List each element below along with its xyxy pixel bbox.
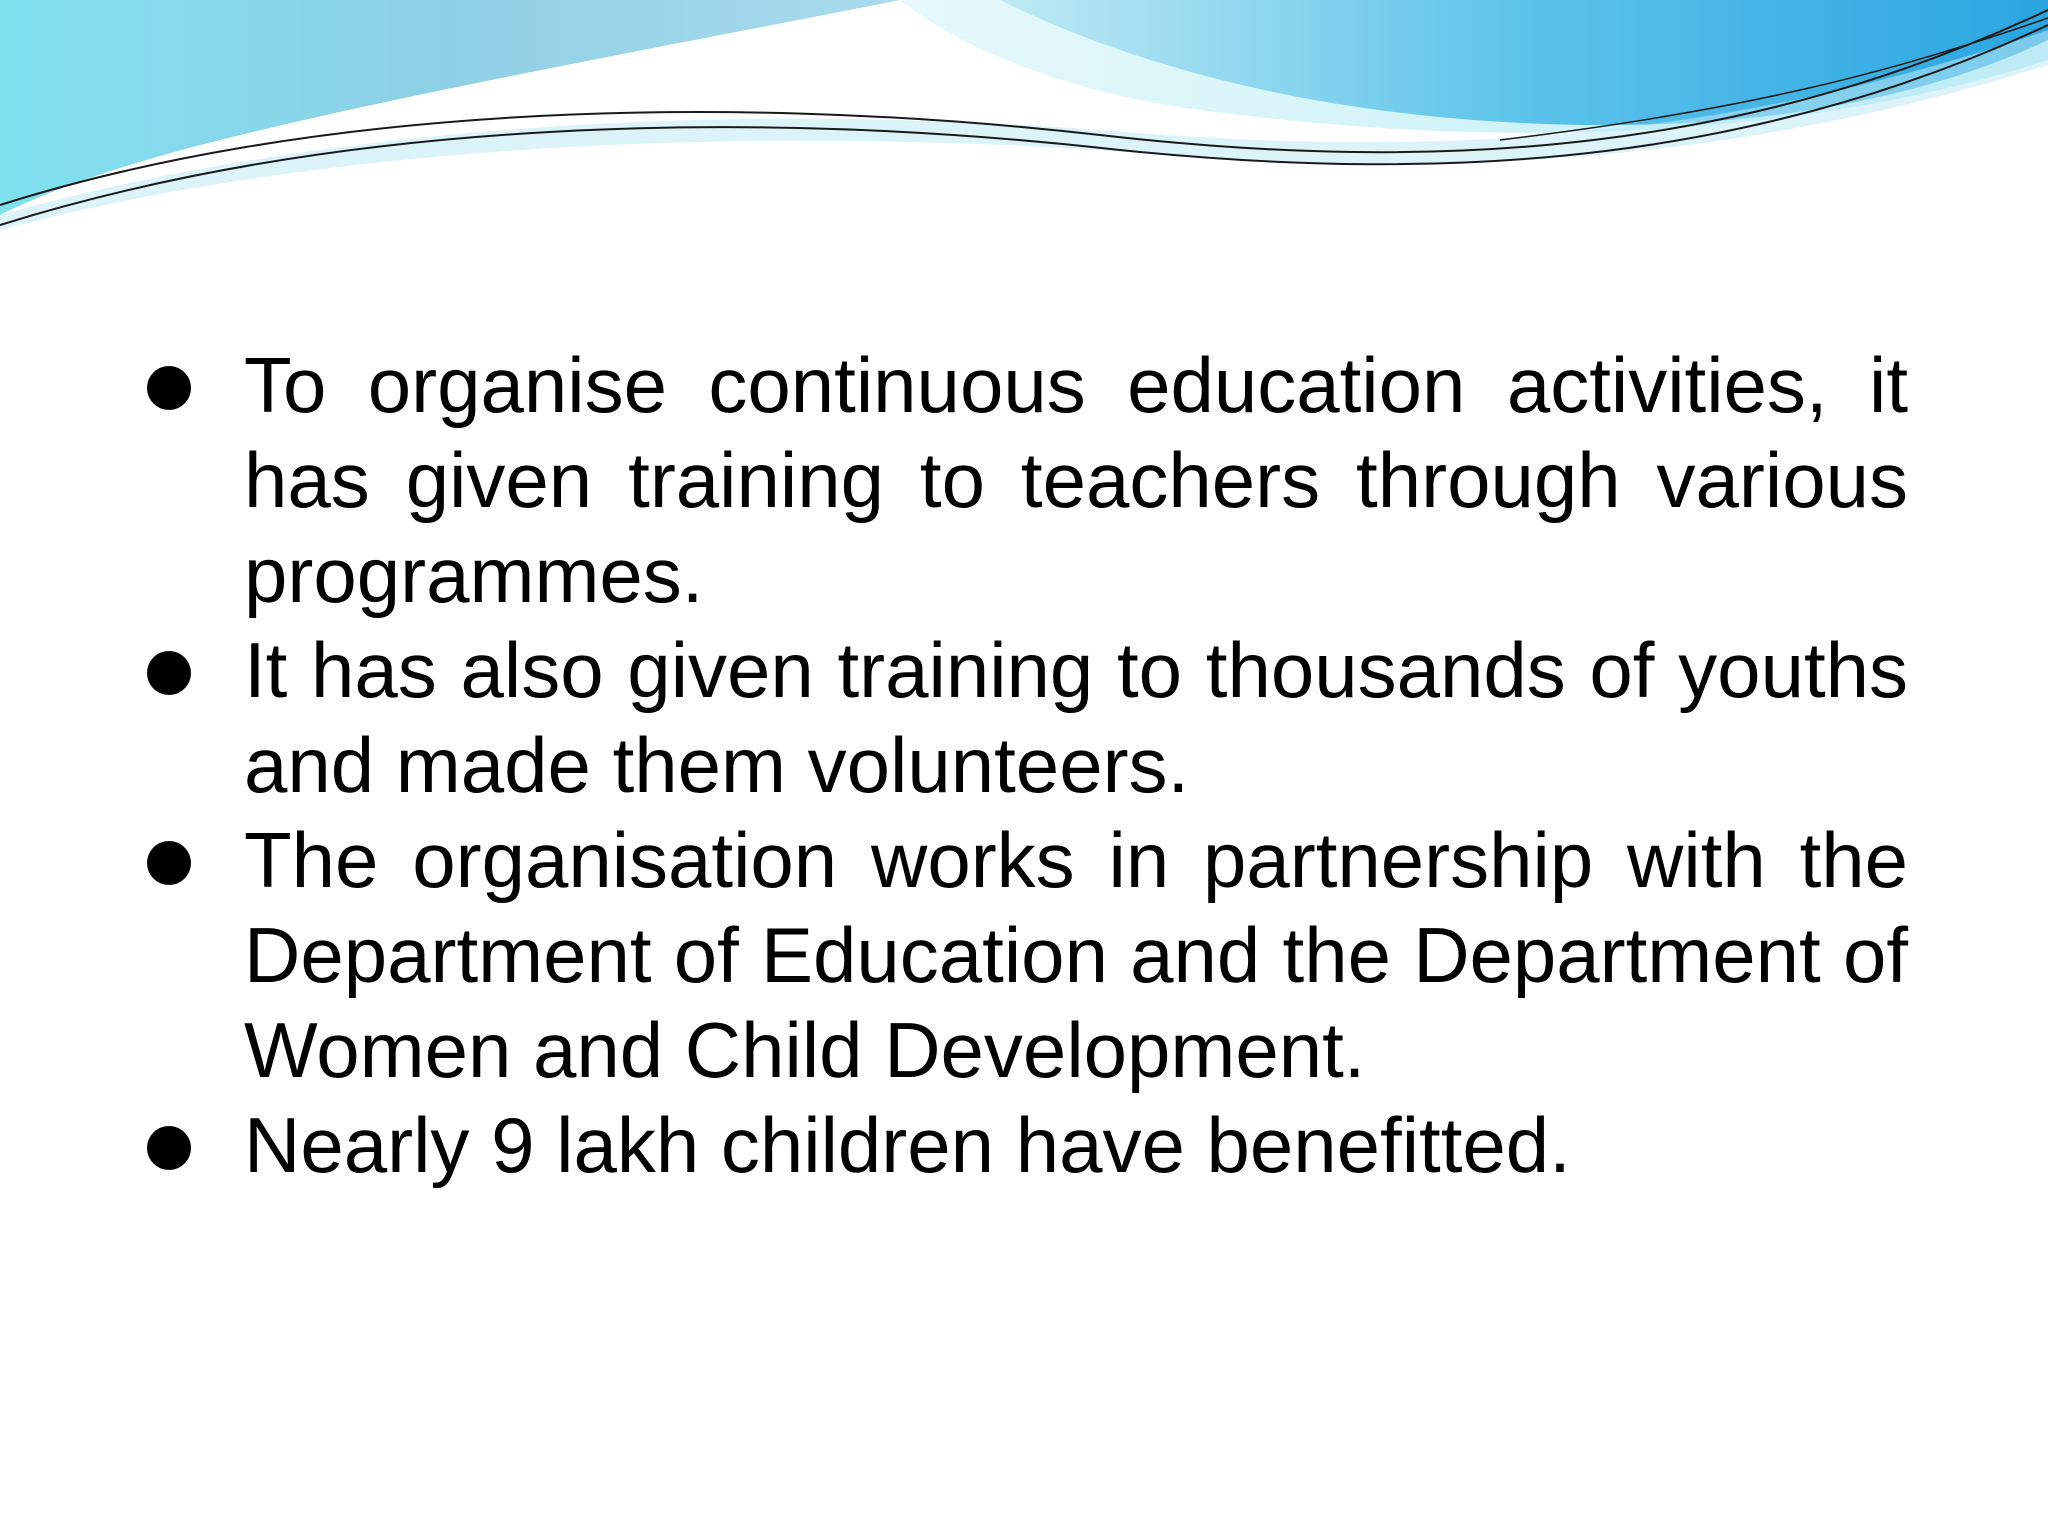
- bullet-item-4: [140, 1098, 1908, 1193]
- bullet-list: [140, 338, 1908, 1193]
- bullet-text-4: Nearly 9 lakh children have benefitted.: [244, 1101, 1571, 1189]
- bullet-dot-icon: [147, 1126, 191, 1170]
- bullet-item-2: [140, 623, 1908, 813]
- bullet-dot-icon: [147, 366, 191, 410]
- bullet-item-3: [140, 813, 1908, 1098]
- bullet-dot-icon: [147, 841, 191, 885]
- bullet-item-1: [140, 338, 1908, 623]
- decorative-wave-header: [0, 0, 2048, 240]
- bullet-text-2: It has also given training to thousands of youths and made them volunteers.: [244, 626, 1908, 809]
- bullet-text-3: The organisation works in partnership with the Department of Education and the Department of Women and Child Development.: [244, 816, 1908, 1094]
- bullet-dot-icon: [147, 651, 191, 695]
- bullet-text-1: To organise continuous education activities, it has given training to teachers through various programmes.: [244, 341, 1908, 619]
